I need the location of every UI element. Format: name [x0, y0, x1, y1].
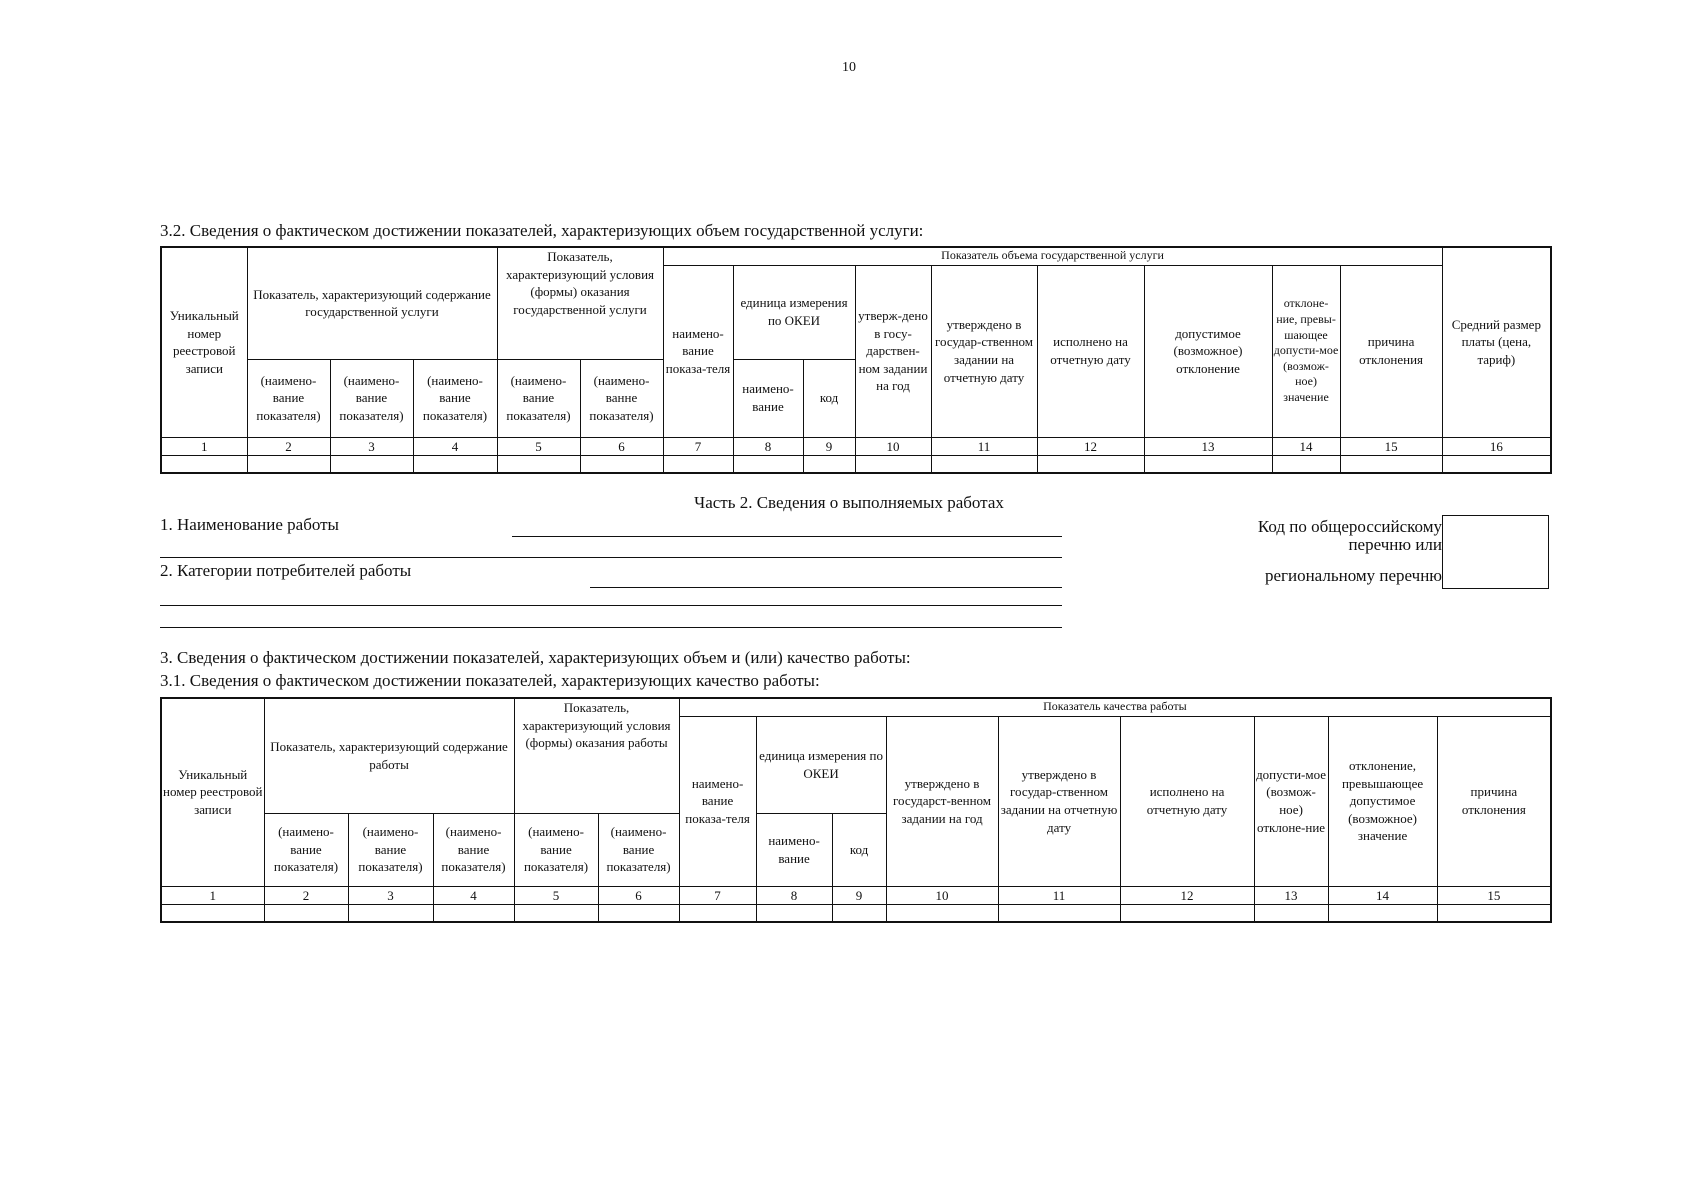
empty-cell[interactable]	[931, 456, 1037, 473]
empty-cell[interactable]	[433, 905, 514, 922]
header-approved-date: утверждено в государ-ственном задании на отчетную дату	[931, 265, 1037, 437]
header-approved-year: утверждено в государст-венном задании на год	[886, 716, 998, 886]
empty-cell[interactable]	[497, 456, 580, 473]
empty-cell[interactable]	[1272, 456, 1340, 473]
quality-table	[160, 697, 1552, 923]
consumers-line-2[interactable]	[160, 605, 1062, 606]
header-content-indicator: Показатель, характеризующий содержание государственной услуги	[247, 247, 497, 359]
column-number: 12	[1120, 886, 1254, 905]
empty-cell[interactable]	[598, 905, 679, 922]
header-sub-indicator-5: (наимено-ванне показателя)	[580, 359, 663, 437]
empty-cell[interactable]	[1437, 905, 1551, 922]
column-number: 3	[330, 437, 413, 456]
code-box[interactable]	[1442, 515, 1549, 589]
header-unit-code: код	[803, 359, 855, 437]
consumers-label: 2. Категории потребителей работы	[160, 561, 412, 580]
column-number: 2	[247, 437, 330, 456]
empty-cell[interactable]	[580, 456, 663, 473]
empty-cell[interactable]	[514, 905, 598, 922]
column-number: 13	[1254, 886, 1328, 905]
table-row	[161, 905, 1551, 922]
header-unit-name: наимено-вание	[733, 359, 803, 437]
empty-cell[interactable]	[663, 456, 733, 473]
empty-cell[interactable]	[161, 905, 264, 922]
column-number: 5	[497, 437, 580, 456]
header-unique-number: Уникальный номер реестровой записи	[161, 698, 264, 886]
empty-cell[interactable]	[348, 905, 433, 922]
code-label-line1: Код по общероссийскому	[1257, 517, 1442, 536]
column-number: 15	[1437, 886, 1551, 905]
empty-cell[interactable]	[1037, 456, 1144, 473]
header-sub-indicator-4: (наимено-вание показателя)	[514, 813, 598, 886]
header-approved-year: утверж-дено в госу-дарствен-ном задании на год	[855, 265, 931, 437]
column-number: 10	[855, 437, 931, 456]
column-number: 11	[931, 437, 1037, 456]
empty-cell[interactable]	[161, 456, 247, 473]
header-sub-indicator-4: (наимено-вание показателя)	[497, 359, 580, 437]
empty-cell[interactable]	[733, 456, 803, 473]
header-sub-indicator-3: (наимено-вание показателя)	[413, 359, 497, 437]
empty-cell[interactable]	[247, 456, 330, 473]
quality-section-title: 3.1. Сведения о фактическом достижении показателей, характеризующих качество работы:	[160, 671, 820, 690]
empty-cell[interactable]	[1120, 905, 1254, 922]
empty-cell[interactable]	[1144, 456, 1272, 473]
consumers-line[interactable]	[590, 587, 1062, 588]
empty-cell[interactable]	[413, 456, 497, 473]
column-number: 1	[161, 886, 264, 905]
part2-title: Часть 2. Сведения о выполняемых работах	[694, 493, 1004, 512]
page-number: 10	[842, 60, 856, 75]
header-sub-indicator-3: (наимено-вание показателя)	[433, 813, 514, 886]
table-row	[161, 456, 1551, 473]
column-number: 14	[1272, 437, 1340, 456]
work-name-line[interactable]	[512, 536, 1062, 537]
header-sub-indicator-1: (наимено-вание показателя)	[247, 359, 330, 437]
empty-cell[interactable]	[756, 905, 832, 922]
header-unique-number: Уникальный номер реестровой записи	[161, 247, 247, 437]
header-unit-name: наимено-вание	[756, 813, 832, 886]
empty-cell[interactable]	[1328, 905, 1437, 922]
header-indicator-name: наимено-вание показа-теля	[663, 265, 733, 437]
column-number: 10	[886, 886, 998, 905]
header-conditions-indicator: Показатель, характеризующий условия (формы) оказания государственной услуги	[497, 247, 663, 359]
column-number-row	[161, 886, 1551, 905]
column-number: 15	[1340, 437, 1442, 456]
header-conditions-indicator: Показатель, характеризующий условия (формы) оказания работы	[514, 698, 679, 813]
header-sub-indicator-2: (наимено-вание показателя)	[348, 813, 433, 886]
column-number: 6	[580, 437, 663, 456]
header-exceeding-deviation: отклоне-ние, превы-шающее допусти-мое (возмож-ное) значение	[1272, 265, 1340, 437]
header-reason: причина отклонения	[1437, 716, 1551, 886]
header-volume-indicator: Показатель объема государственной услуги	[663, 247, 1442, 265]
header-reason: причина отклонения	[1340, 265, 1442, 437]
column-number: 6	[598, 886, 679, 905]
column-number: 9	[803, 437, 855, 456]
column-number: 9	[832, 886, 886, 905]
header-unit-code: код	[832, 813, 886, 886]
empty-cell[interactable]	[832, 905, 886, 922]
column-number: 8	[756, 886, 832, 905]
empty-cell[interactable]	[1442, 456, 1551, 473]
header-executed: исполнено на отчетную дату	[1037, 265, 1144, 437]
header-indicator-name: наимено-вание показа-теля	[679, 716, 756, 886]
column-number: 16	[1442, 437, 1551, 456]
header-content-indicator: Показатель, характеризующий содержание работы	[264, 698, 514, 813]
empty-cell[interactable]	[855, 456, 931, 473]
empty-cell[interactable]	[679, 905, 756, 922]
column-number: 7	[663, 437, 733, 456]
column-number: 3	[348, 886, 433, 905]
column-number: 4	[433, 886, 514, 905]
column-number: 11	[998, 886, 1120, 905]
empty-cell[interactable]	[886, 905, 998, 922]
volume-table	[160, 246, 1552, 474]
empty-cell[interactable]	[1340, 456, 1442, 473]
header-executed: исполнено на отчетную дату	[1120, 716, 1254, 886]
section3-title: 3. Сведения о фактическом достижении показателей, характеризующих объем и (или) качество работы:	[160, 648, 911, 667]
column-number: 1	[161, 437, 247, 456]
header-sub-indicator-5: (наимено-вание показателя)	[598, 813, 679, 886]
empty-cell[interactable]	[330, 456, 413, 473]
header-quality-indicator: Показатель качества работы	[679, 698, 1551, 716]
header-avg-fee: Средний размер платы (цена, тариф)	[1442, 247, 1551, 437]
volume-section-title: 3.2. Сведения о фактическом достижении показателей, характеризующих объем государственной услуги:	[160, 221, 924, 240]
header-allowed-deviation: допустимое (возможное) отклонение	[1144, 265, 1272, 437]
header-sub-indicator-2: (наимено-вание показателя)	[330, 359, 413, 437]
header-exceeding-deviation: отклонение, превышающее допустимое (возможное) значение	[1328, 716, 1437, 886]
header-unit: единица измерения по ОКЕИ	[756, 716, 886, 813]
empty-cell[interactable]	[1254, 905, 1328, 922]
header-approved-date: утверждено в государ-ственном задании на отчетную дату	[998, 716, 1120, 886]
column-number-row	[161, 437, 1551, 456]
column-number: 4	[413, 437, 497, 456]
header-sub-indicator-1: (наимено-вание показателя)	[264, 813, 348, 886]
consumers-line-3[interactable]	[160, 627, 1062, 628]
code-label-line2: перечню или	[1348, 535, 1442, 554]
column-number: 5	[514, 886, 598, 905]
empty-cell[interactable]	[998, 905, 1120, 922]
column-number: 13	[1144, 437, 1272, 456]
code-label-line3: региональному перечню	[1264, 566, 1442, 585]
column-number: 12	[1037, 437, 1144, 456]
empty-cell[interactable]	[803, 456, 855, 473]
work-name-line-2[interactable]	[160, 557, 1062, 558]
column-number: 8	[733, 437, 803, 456]
column-number: 14	[1328, 886, 1437, 905]
column-number: 7	[679, 886, 756, 905]
column-number: 2	[264, 886, 348, 905]
header-allowed-deviation: допусти-мое (возмож-ное) отклоне-ние	[1254, 716, 1328, 886]
empty-cell[interactable]	[264, 905, 348, 922]
header-unit: единица измерения по ОКЕИ	[733, 265, 855, 359]
work-name-label: 1. Наименование работы	[160, 515, 339, 534]
